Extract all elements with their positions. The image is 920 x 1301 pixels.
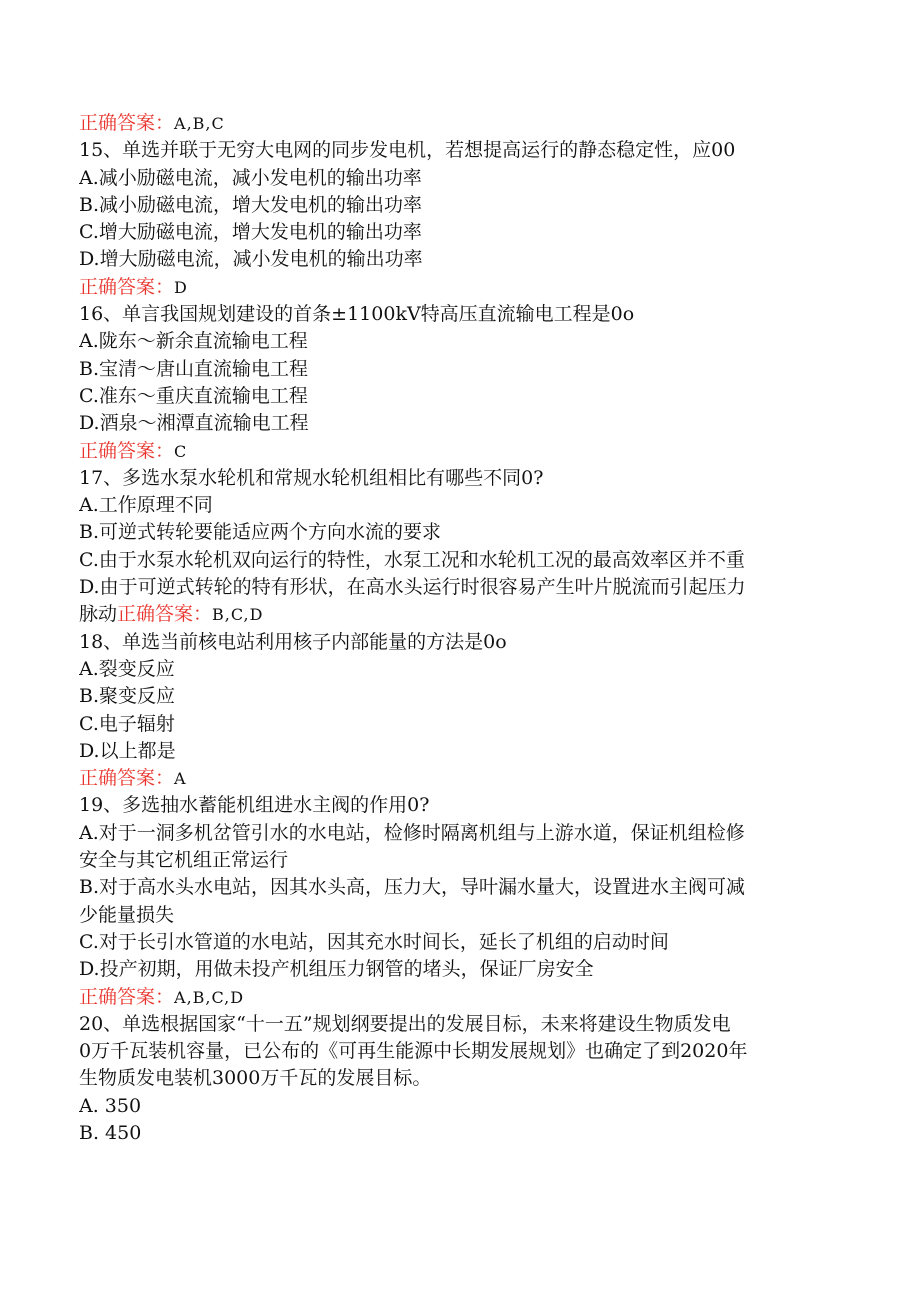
question-17: 17、多选水泵水轮机和常规水轮机组相比有哪些不同0? xyxy=(79,466,544,489)
answer-value: D xyxy=(174,277,188,297)
answer-line-14 xyxy=(79,110,839,137)
answer-value: A,B,C,D xyxy=(174,987,245,1007)
question-16: 16、单言我国规划建设的首条±1100kV特高压直流输电工程是0o xyxy=(79,303,635,326)
answer-label: 正确答案： xyxy=(79,439,175,462)
option-17-d-continued: 脉动 xyxy=(79,603,118,626)
question-18: 18、单选当前核电站利用核子内部能量的方法是0o xyxy=(79,630,507,653)
option-15-c: C.增大励磁电流，增大发电机的输出功率 xyxy=(79,221,422,244)
question-19: 19、多选抽水蓄能机组进水主阀的作用0? xyxy=(79,794,430,817)
option-17-c: C.由于水泵水轮机双向运行的特性，水泵工况和水轮机工况的最高效率区并不重 xyxy=(79,548,745,571)
question-20: 20、单选根据国家“十一五”规划纲要提出的发展目标，未来将建设生物质发电 xyxy=(79,1012,731,1035)
document-page xyxy=(79,110,839,1147)
option-18-d: D.以上都是 xyxy=(79,739,176,762)
option-18-a: A.裂变反应 xyxy=(79,657,175,680)
option-16-c: C.准东～重庆直流输电工程 xyxy=(79,384,308,407)
answer-label: 正确答案： xyxy=(79,275,175,298)
answer-line-17 xyxy=(79,601,839,628)
answer-line-19 xyxy=(79,984,839,1011)
answer-label: 正确答案： xyxy=(79,767,175,790)
answer-label: 正确答案： xyxy=(117,603,213,626)
option-15-b: B.减小励磁电流，增大发电机的输出功率 xyxy=(79,193,423,216)
question-20-continued-1: 0万千瓦装机容量，已公布的《可再生能源中长期发展规划》也确定了到2020年 xyxy=(79,1040,748,1063)
option-19-c: C.对于长引水管道的水电站，因其充水时间长，延长了机组的启动时间 xyxy=(79,930,669,953)
option-20-b: B. 450 xyxy=(79,1121,142,1144)
option-17-a: A.工作原理不同 xyxy=(79,494,213,517)
option-18-c: C.电子辐射 xyxy=(79,712,175,735)
answer-value: B,C,D xyxy=(212,605,264,625)
answer-line-18 xyxy=(79,765,839,792)
option-19-d: D.投产初期，用做未投产机组压力钢管的堵头，保证厂房安全 xyxy=(79,958,594,981)
option-19-a: A.对于一洞多机岔管引水的水电站，检修时隔离机组与上游水道，保证机组检修 xyxy=(79,821,745,844)
option-19-b-continued: 少能量损失 xyxy=(79,903,175,926)
answer-line-15 xyxy=(79,274,839,301)
answer-line-16 xyxy=(79,438,839,465)
option-15-a: A.减小励磁电流，减小发电机的输出功率 xyxy=(79,166,422,189)
option-15-d: D.增大励磁电流，减小发电机的输出功率 xyxy=(79,248,423,271)
option-16-b: B.宝清～唐山直流输电工程 xyxy=(79,357,309,380)
question-20-continued-2: 生物质发电装机3000万千瓦的发展目标。 xyxy=(79,1067,432,1090)
option-17-b: B.可逆式转轮要能适应两个方向水流的要求 xyxy=(79,521,442,544)
option-17-d: D.由于可逆式转轮的特有形状，在高水头运行时很容易产生叶片脱流而引起压力 xyxy=(79,576,746,599)
answer-label: 正确答案： xyxy=(79,985,175,1008)
answer-label: 正确答案： xyxy=(79,112,175,134)
question-15: 15、单选并联于无穷大电网的同步发电机，若想提高运行的静态稳定性，应00 xyxy=(79,139,736,162)
option-16-d: D.酒泉～湘潭直流输电工程 xyxy=(79,412,309,435)
option-16-a: A.陇东～新余直流输电工程 xyxy=(79,330,308,353)
answer-value: A,B,C xyxy=(174,114,225,133)
option-20-a: A. 350 xyxy=(79,1094,142,1117)
option-18-b: B.聚变反应 xyxy=(79,685,176,708)
option-19-b: B.对于高水头水电站，因其水头高，压力大，导叶漏水量大，设置进水主阀可减 xyxy=(79,876,746,899)
answer-value: C xyxy=(174,441,188,461)
option-19-a-continued: 安全与其它机组正常运行 xyxy=(79,849,289,872)
answer-value: A xyxy=(174,769,187,789)
